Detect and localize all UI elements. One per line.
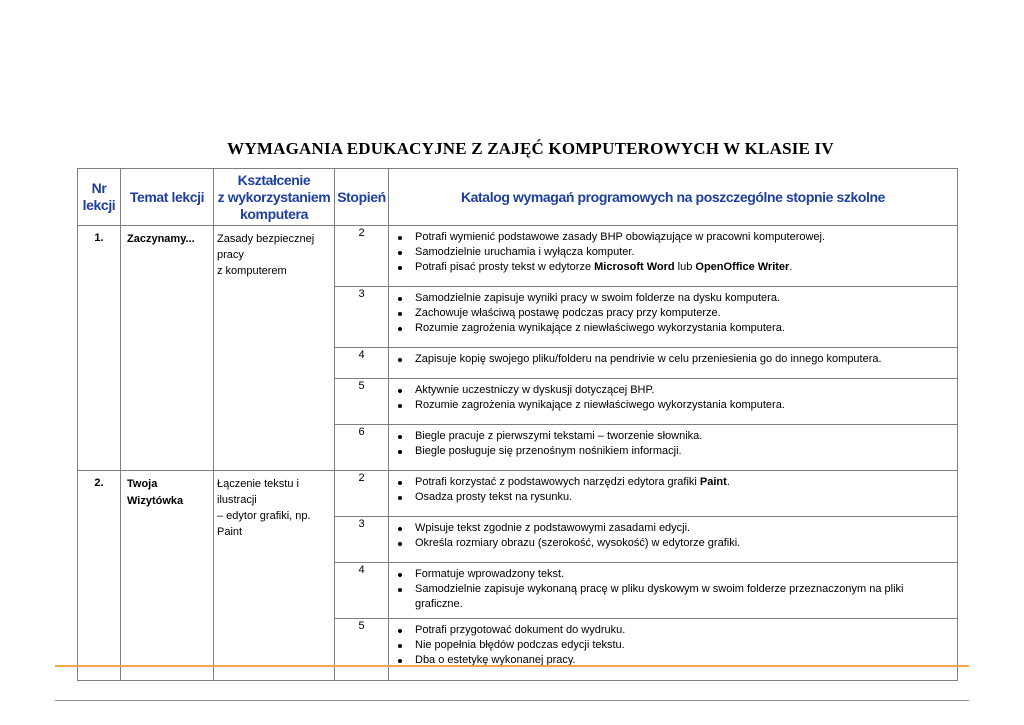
header-education [214,169,335,226]
lesson-education-line: z komputerem [217,265,287,277]
requirements-cell [389,287,958,348]
header-level: Stopień [335,169,389,226]
requirements-list [395,352,953,367]
requirement-text: Biegle pracuje z pierwszymi tekstami – tworzenie słownika. [415,430,703,442]
bullet-icon [398,266,402,270]
level-value: 5 [335,619,389,681]
header-nr [78,169,121,226]
requirement-item [395,536,953,551]
requirements-cell [389,619,958,681]
requirement-item [395,567,953,582]
requirement-text: Wpisuje tekst zgodnie z podstawowymi zasadami edycji. [415,522,691,534]
requirements-list [395,567,953,612]
requirement-text: Biegle posługuje się przenośnym nośnikiem informacji. [415,445,682,457]
level-value: 4 [335,348,389,379]
bullet-icon [398,389,402,393]
lesson-number: 1. [78,226,121,471]
requirements-cell [389,348,958,379]
lesson-topic-line: Zaczynamy... [127,233,195,245]
requirement-text: Samodzielnie zapisuje wyniki pracy w swoim folderze na dysku komputera. [415,292,780,304]
requirement-text: Potrafi przygotować dokument do wydruku. [415,624,626,636]
requirement-text: Dba o estetykę wykonanej pracy. [415,654,576,666]
header-nr-line2: lekcji [82,197,116,213]
requirement-item [395,260,953,275]
requirement-text: . [726,476,730,488]
requirement-text: Potrafi pisać prosty tekst w edytorze [415,261,595,273]
lesson-education-line: Łączenie tekstu i ilustracji [217,478,299,506]
requirement-item [395,230,953,245]
table-row [78,471,958,517]
bullet-icon [398,573,402,577]
requirement-text: Osadza prosty tekst na rysunku. [415,491,573,503]
requirement-item [395,306,953,321]
requirement-item [395,638,953,653]
level-value: 3 [335,517,389,563]
requirements-cell [389,425,958,471]
bullet-icon [398,481,402,485]
requirement-item [395,490,953,505]
bullet-icon [398,496,402,500]
requirements-cell [389,226,958,287]
requirement-item [395,245,953,260]
requirement-item [395,383,953,398]
requirement-text: Potrafi wymienić podstawowe zasady BHP obowiązujące w pracowni komputerowej. [415,231,826,243]
header-topic: Temat lekcji [121,169,214,226]
requirement-item [395,352,953,367]
requirements-list [395,521,953,551]
requirements-list [395,429,953,459]
requirement-bold-text: Microsoft Word [594,261,675,273]
header-edu-line2: z wykorzystaniem [217,188,331,205]
lesson-topic [121,471,214,681]
footer-rule [55,665,969,667]
header-edu-line1: Kształcenie [237,171,311,188]
requirements-list [395,623,953,668]
requirement-text: lub [674,261,696,273]
bullet-icon [398,527,402,531]
requirement-text: Rozumie zagrożenia wynikające z niewłaściwego wykorzystania komputera. [415,399,785,411]
bullet-icon [398,629,402,633]
requirements-table [77,168,958,681]
requirements-cell [389,471,958,517]
lesson-education-line: Zasady bezpiecznej pracy [217,233,315,261]
level-value: 4 [335,563,389,619]
requirements-list [395,383,953,413]
requirements-list [395,230,953,275]
bullet-icon [398,659,402,663]
bullet-icon [398,644,402,648]
bullet-icon [398,435,402,439]
requirement-item [395,623,953,638]
header-edu-line3: komputera [240,205,308,222]
requirement-item [395,444,953,459]
requirements-list [395,291,953,336]
bottom-rule [55,700,969,701]
bullet-icon [398,327,402,331]
bullet-icon [398,542,402,546]
header-nr-line1: Nr [91,180,107,196]
requirement-item [395,321,953,336]
level-value: 2 [335,226,389,287]
requirement-text: Określa rozmiary obrazu (szerokość, wysokość) w edytorze grafiki. [415,537,741,549]
bullet-icon [398,358,402,362]
requirement-text: Samodzielnie uruchamia i wyłącza komputer. [415,246,635,258]
level-value: 2 [335,471,389,517]
level-value: 3 [335,287,389,348]
requirement-item [395,429,953,444]
requirement-text: Nie popełnia błędów podczas edycji tekstu. [415,639,625,651]
bullet-icon [398,450,402,454]
lesson-education [214,471,335,681]
level-value: 6 [335,425,389,471]
header-catalog: Katalog wymagań programowych na poszczególne stopnie szkolne [389,169,958,226]
bullet-icon [398,312,402,316]
requirement-text: . [789,261,793,273]
table-body [78,226,958,681]
lesson-topic [121,226,214,471]
requirement-item [395,291,953,306]
requirements-list [395,475,953,505]
requirements-cell [389,563,958,619]
lesson-education [214,226,335,471]
requirement-text: Samodzielnie zapisuje wykonaną pracę w pliku dyskowym w swoim folderze przeznaczonym na pliki graficzne. [415,583,904,610]
requirement-text: Formatuje wprowadzony tekst. [415,568,565,580]
bullet-icon [398,251,402,255]
requirements-cell [389,379,958,425]
table-header-row [78,169,958,226]
lesson-topic-line: Twoja [127,478,158,490]
lesson-number: 2. [78,471,121,681]
level-value: 5 [335,379,389,425]
requirement-item [395,521,953,536]
bullet-icon [398,588,402,592]
bullet-icon [398,236,402,240]
lesson-education-line: – edytor grafiki, np. Paint [217,510,311,538]
requirement-text: Aktywnie uczestniczy w dyskusji dotyczącej BHP. [415,384,655,396]
table-row [78,226,958,287]
requirement-item [395,475,953,490]
requirement-item [395,398,953,413]
bullet-icon [398,297,402,301]
requirement-text: Rozumie zagrożenia wynikające z niewłaściwego wykorzystania komputera. [415,322,785,334]
requirement-bold-text: OpenOffice Writer [695,261,790,273]
requirements-cell [389,517,958,563]
requirement-text: Zapisuje kopię swojego pliku/folderu na pendrivie w celu przeniesienia go do innego komputera. [415,353,882,365]
document-title: WYMAGANIA EDUKACYJNE Z ZAJĘĆ KOMPUTEROWYCH W KLASIE IV [227,139,834,158]
requirement-text: Zachowuje właściwą postawę podczas pracy przy komputerze. [415,307,721,319]
requirement-item [395,582,953,612]
requirement-text: Potrafi korzystać z podstawowych narzędzi edytora grafiki [415,476,700,488]
lesson-topic-line: Wizytówka [127,495,184,507]
bullet-icon [398,404,402,408]
requirement-bold-text: Paint [699,476,727,488]
